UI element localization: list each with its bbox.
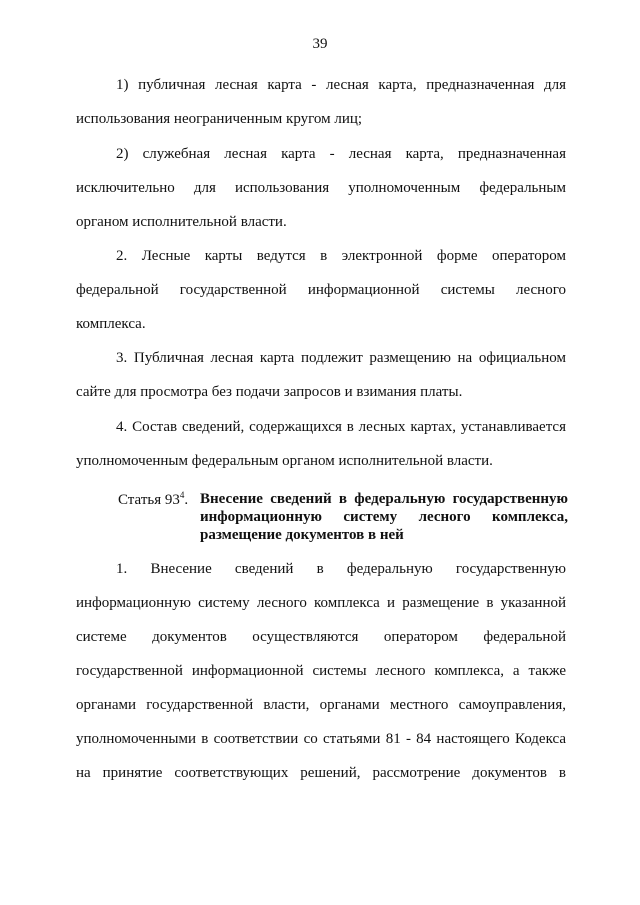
text-line: информационную систему лесного комплекса и размещение в указанной xyxy=(76,595,566,611)
text-line: сайте для просмотра без подачи запросов и взимания платы. xyxy=(76,384,463,400)
paragraph-data-entry xyxy=(76,552,566,790)
paragraph-composition xyxy=(76,410,566,478)
text-line: использования неограниченным кругом лиц; xyxy=(76,111,363,127)
text-line: федеральной государственной информационной системы лесного xyxy=(76,282,566,298)
article-label: Статья $93^4$. xyxy=(118,490,189,508)
text-line: уполномоченным федеральным органом исполнительной власти. xyxy=(76,453,493,469)
text-line: системе документов осуществляются оператором федеральной xyxy=(76,629,566,645)
text-line: 3. Публичная лесная карта подлежит размещению на официальном xyxy=(116,350,566,366)
text-line: комплекса. xyxy=(76,316,146,332)
article-title xyxy=(200,490,568,544)
text-line: 2. Лесные карты ведутся в электронной форме оператором xyxy=(116,248,566,264)
paragraph-public-map xyxy=(76,68,566,136)
title-line: размещение документов в ней xyxy=(200,527,404,543)
text-line: уполномоченными в соответствии со статьями 81 - 84 настоящего Кодекса xyxy=(76,731,566,747)
text-line: исключительно для использования уполномоченным федеральным xyxy=(76,180,566,196)
paragraph-electronic-form xyxy=(76,239,566,341)
text-line: на принятие соответствующих решений, рассмотрение документов в xyxy=(76,765,566,781)
paragraph-publication xyxy=(76,341,566,409)
text-line: 4. Состав сведений, содержащихся в лесных картах, устанавливается xyxy=(116,419,566,435)
text-line: органом исполнительной власти. xyxy=(76,214,287,230)
text-line: государственной информационной системы лесного комплекса, а также xyxy=(76,663,566,679)
title-line: информационную систему лесного комплекса, xyxy=(200,509,568,525)
text-line: 2) служебная лесная карта - лесная карта, предназначенная xyxy=(116,146,566,162)
title-line: Внесение сведений в федеральную государственную xyxy=(200,491,568,507)
text-line: 1. Внесение сведений в федеральную государственную xyxy=(116,561,566,577)
paragraph-service-map xyxy=(76,137,566,239)
page-number: 39 xyxy=(312,36,328,52)
text-line: органами государственной власти, органами местного самоуправления, xyxy=(76,697,566,713)
text-line: 1) публичная лесная карта - лесная карта, предназначенная для xyxy=(116,77,566,93)
